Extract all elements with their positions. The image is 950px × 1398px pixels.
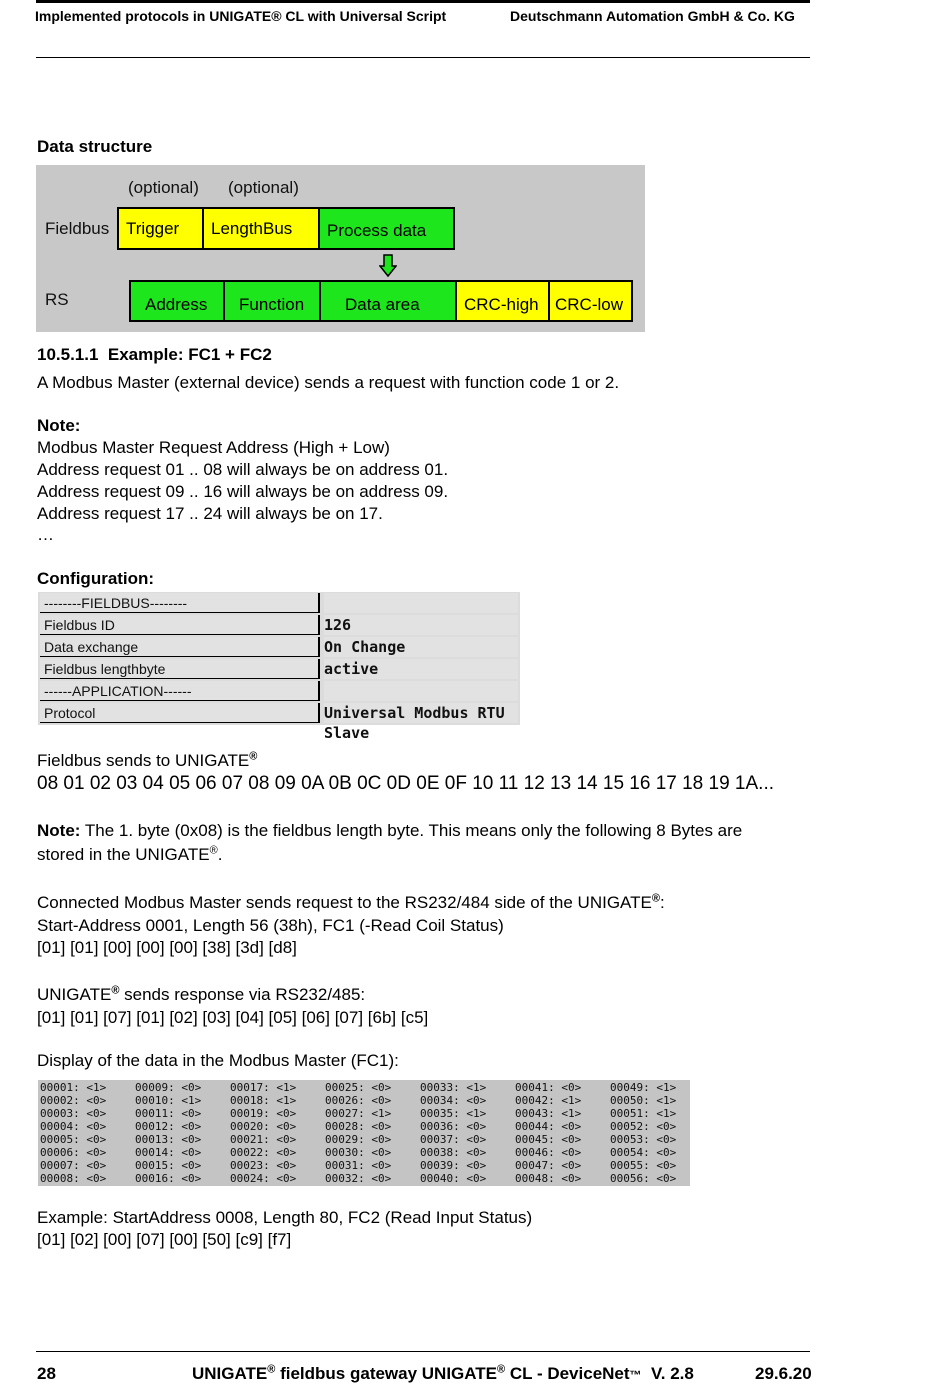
length-byte-note-line2: [37, 844, 222, 866]
box-crc-low: CRC-low: [548, 280, 633, 322]
box-data-area: Data area: [319, 280, 457, 322]
config-value: [324, 681, 518, 701]
box-lengthbus: LengthBus: [202, 207, 320, 250]
response-prefix: UNIGATE: [37, 985, 112, 1004]
footer-title-part: UNIGATE: [192, 1364, 268, 1383]
length-byte-note: [37, 820, 809, 842]
request-line-1: [37, 892, 665, 914]
modbus-cell: 00049: <1>: [610, 1081, 677, 1094]
modbus-cell: 00040: <0>: [420, 1172, 487, 1185]
modbus-cell: 00048: <0>: [515, 1172, 582, 1185]
modbus-column: [230, 1081, 296, 1185]
config-row: [38, 681, 520, 703]
config-key: Protocol: [40, 703, 320, 723]
footer-title-part: fieldbus gateway UNIGATE: [275, 1364, 498, 1383]
modbus-cell: 00023: <0>: [230, 1159, 297, 1172]
modbus-cell: 00018: <1>: [230, 1094, 297, 1107]
registered-mark: ®: [651, 892, 660, 905]
modbus-cell: 00047: <0>: [515, 1159, 582, 1172]
box-trigger: Trigger: [117, 207, 204, 250]
note2-label: Note:: [37, 821, 81, 840]
modbus-cell: 00015: <0>: [135, 1159, 202, 1172]
modbus-cell: 00019: <0>: [230, 1107, 297, 1120]
modbus-column: [135, 1081, 201, 1185]
box-process-data: Process data: [318, 207, 455, 250]
modbus-cell: 00055: <0>: [610, 1159, 677, 1172]
example2-bytes: [01] [02] [00] [07] [00] [50] [c9] [f7]: [37, 1230, 292, 1249]
modbus-cell: 00043: <1>: [515, 1107, 582, 1120]
modbus-cell: 00009: <0>: [135, 1081, 202, 1094]
request-text: Connected Modbus Master sends request to the RS232/484 side of the UNIGATE: [37, 893, 652, 912]
modbus-cell: 00051: <1>: [610, 1107, 677, 1120]
fieldbus-bytes: 08 01 02 03 04 05 06 07 08 09 0A 0B 0C 0D 0E 0F 10 11 12 13 14 15 16 17 18 19 1A...: [37, 773, 775, 794]
footer-title: [192, 1364, 694, 1384]
footer-title-part: V. 2.8: [641, 1364, 694, 1383]
modbus-cell: 00041: <0>: [515, 1081, 582, 1094]
note-line-2: Address request 01 .. 08 will always be on address 01.: [37, 460, 449, 479]
note-line-1: Modbus Master Request Address (High + Low): [37, 438, 390, 457]
box-address: Address: [129, 280, 225, 322]
request-colon: :: [659, 893, 665, 912]
modbus-cell: 00003: <0>: [40, 1107, 107, 1120]
modbus-master-display: [38, 1080, 690, 1186]
note-line-3: Address request 09 .. 16 will always be on address 09.: [37, 482, 449, 501]
modbus-cell: 00008: <0>: [40, 1172, 107, 1185]
box-crc-high: CRC-high: [455, 280, 550, 322]
footer-date: 29.6.20: [755, 1364, 812, 1383]
modbus-cell: 00010: <1>: [135, 1094, 202, 1107]
modbus-cell: 00042: <1>: [515, 1094, 582, 1107]
registered-mark: ®: [267, 1363, 276, 1376]
config-value: 126: [324, 615, 518, 635]
response-bytes: [01] [01] [07] [01] [02] [03] [04] [05] [06] [07] [6b] [c5]: [37, 1008, 429, 1027]
example2-line-1: Example: StartAddress 0008, Length 80, FC2 (Read Input Status): [37, 1208, 533, 1227]
config-key: Fieldbus ID: [40, 615, 320, 635]
modbus-cell: 00006: <0>: [40, 1146, 107, 1159]
modbus-cell: 00001: <1>: [40, 1081, 107, 1094]
modbus-cell: 00025: <0>: [325, 1081, 392, 1094]
trademark-mark: ™: [629, 1368, 642, 1382]
fieldbus-sends-label: [37, 750, 257, 772]
note-label: Note:: [37, 416, 81, 435]
modbus-cell: 00029: <0>: [325, 1133, 392, 1146]
note2-text-2: stored in the UNIGATE: [37, 845, 210, 864]
modbus-cell: 00032: <0>: [325, 1172, 392, 1185]
note2-text-1: The 1. byte (0x08) is the fieldbus length byte. This means only the following 8 Bytes are: [84, 821, 743, 840]
modbus-column: [515, 1081, 581, 1185]
modbus-cell: 00007: <0>: [40, 1159, 107, 1172]
footer-page-number: 28: [37, 1364, 56, 1383]
config-key: Fieldbus lengthbyte: [40, 659, 320, 679]
note2-end: .: [217, 845, 223, 864]
modbus-cell: 00030: <0>: [325, 1146, 392, 1159]
modbus-cell: 00027: <1>: [325, 1107, 392, 1120]
optional-label-lengthbus: (optional): [228, 178, 299, 197]
modbus-cell: 00031: <0>: [325, 1159, 392, 1172]
fieldbus-row-label: Fieldbus: [45, 219, 110, 238]
data-structure-heading: Data structure: [37, 137, 153, 156]
note-line-4: Address request 17 .. 24 will always be on 17.: [37, 504, 383, 523]
modbus-cell: 00050: <1>: [610, 1094, 677, 1107]
configuration-table: [38, 592, 520, 742]
modbus-cell: 00037: <0>: [420, 1133, 487, 1146]
config-value: On Change: [324, 637, 518, 657]
modbus-cell: 00024: <0>: [230, 1172, 297, 1185]
modbus-cell: 00002: <0>: [40, 1094, 107, 1107]
modbus-column: [420, 1081, 486, 1185]
request-line-2: Start-Address 0001, Length 56 (38h), FC1 (-Read Coil Status): [37, 916, 504, 935]
config-row: [38, 593, 520, 615]
modbus-cell: 00034: <0>: [420, 1094, 487, 1107]
example-intro: A Modbus Master (external device) sends a request with function code 1 or 2.: [37, 373, 620, 392]
modbus-cell: 00052: <0>: [610, 1120, 677, 1133]
request-bytes: [01] [01] [00] [00] [00] [38] [3d] [d8]: [37, 938, 297, 957]
modbus-cell: 00046: <0>: [515, 1146, 582, 1159]
modbus-cell: 00016: <0>: [135, 1172, 202, 1185]
modbus-column: [40, 1081, 106, 1185]
modbus-cell: 00035: <1>: [420, 1107, 487, 1120]
config-row: [38, 659, 520, 681]
header-top-rule: [36, 0, 810, 3]
modbus-cell: 00054: <0>: [610, 1146, 677, 1159]
modbus-cell: 00014: <0>: [135, 1146, 202, 1159]
config-key: --------FIELDBUS--------: [40, 593, 320, 613]
modbus-cell: 00017: <1>: [230, 1081, 297, 1094]
display-label: Display of the data in the Modbus Master (FC1):: [37, 1051, 399, 1070]
config-value: Universal Modbus RTU Slave: [324, 703, 518, 723]
footer-title-part: CL - DeviceNet: [505, 1364, 630, 1383]
modbus-cell: 00056: <0>: [610, 1172, 677, 1185]
fieldbus-sends-text: Fieldbus sends to UNIGATE: [37, 751, 250, 770]
config-value: active: [324, 659, 518, 679]
config-value: [324, 593, 518, 613]
config-key: ------APPLICATION------: [40, 681, 320, 701]
modbus-cell: 00039: <0>: [420, 1159, 487, 1172]
registered-mark: ®: [249, 750, 258, 763]
modbus-cell: 00021: <0>: [230, 1133, 297, 1146]
modbus-cell: 00005: <0>: [40, 1133, 107, 1146]
header-bottom-rule: [36, 57, 810, 58]
response-line-1: [37, 984, 365, 1006]
config-row: [38, 615, 520, 637]
footer-rule: [36, 1351, 810, 1352]
registered-mark: ®: [209, 844, 218, 857]
registered-mark: ®: [111, 984, 120, 997]
response-text: sends response via RS232/485:: [119, 985, 366, 1004]
config-row: [38, 703, 520, 742]
optional-label-trigger: (optional): [128, 178, 199, 197]
modbus-cell: 00036: <0>: [420, 1120, 487, 1133]
registered-mark: ®: [497, 1363, 506, 1376]
config-row: [38, 637, 520, 659]
modbus-cell: 00045: <0>: [515, 1133, 582, 1146]
header-right-company: Deutschmann Automation GmbH & Co. KG: [510, 8, 795, 24]
modbus-cell: 00020: <0>: [230, 1120, 297, 1133]
modbus-cell: 00022: <0>: [230, 1146, 297, 1159]
modbus-cell: 00038: <0>: [420, 1146, 487, 1159]
note-line-5: …: [37, 525, 54, 544]
header-left-title: Implemented protocols in UNIGATE® CL with Universal Script: [35, 8, 447, 24]
data-structure-diagram: [36, 165, 645, 332]
modbus-cell: 00011: <0>: [135, 1107, 202, 1120]
down-arrow-icon: [379, 254, 397, 278]
modbus-cell: 00013: <0>: [135, 1133, 202, 1146]
modbus-column: [610, 1081, 676, 1185]
modbus-cell: 00033: <1>: [420, 1081, 487, 1094]
configuration-heading: Configuration:: [37, 569, 155, 588]
rs-row-label: RS: [45, 290, 69, 309]
modbus-cell: 00028: <0>: [325, 1120, 392, 1133]
box-function: Function: [223, 280, 321, 322]
modbus-column: [325, 1081, 391, 1185]
example-heading: 10.5.1.1 Example: FC1 + FC2: [37, 345, 272, 364]
config-key: Data exchange: [40, 637, 320, 657]
modbus-cell: 00044: <0>: [515, 1120, 582, 1133]
modbus-cell: 00026: <0>: [325, 1094, 392, 1107]
modbus-cell: 00004: <0>: [40, 1120, 107, 1133]
modbus-cell: 00053: <0>: [610, 1133, 677, 1146]
modbus-cell: 00012: <0>: [135, 1120, 202, 1133]
